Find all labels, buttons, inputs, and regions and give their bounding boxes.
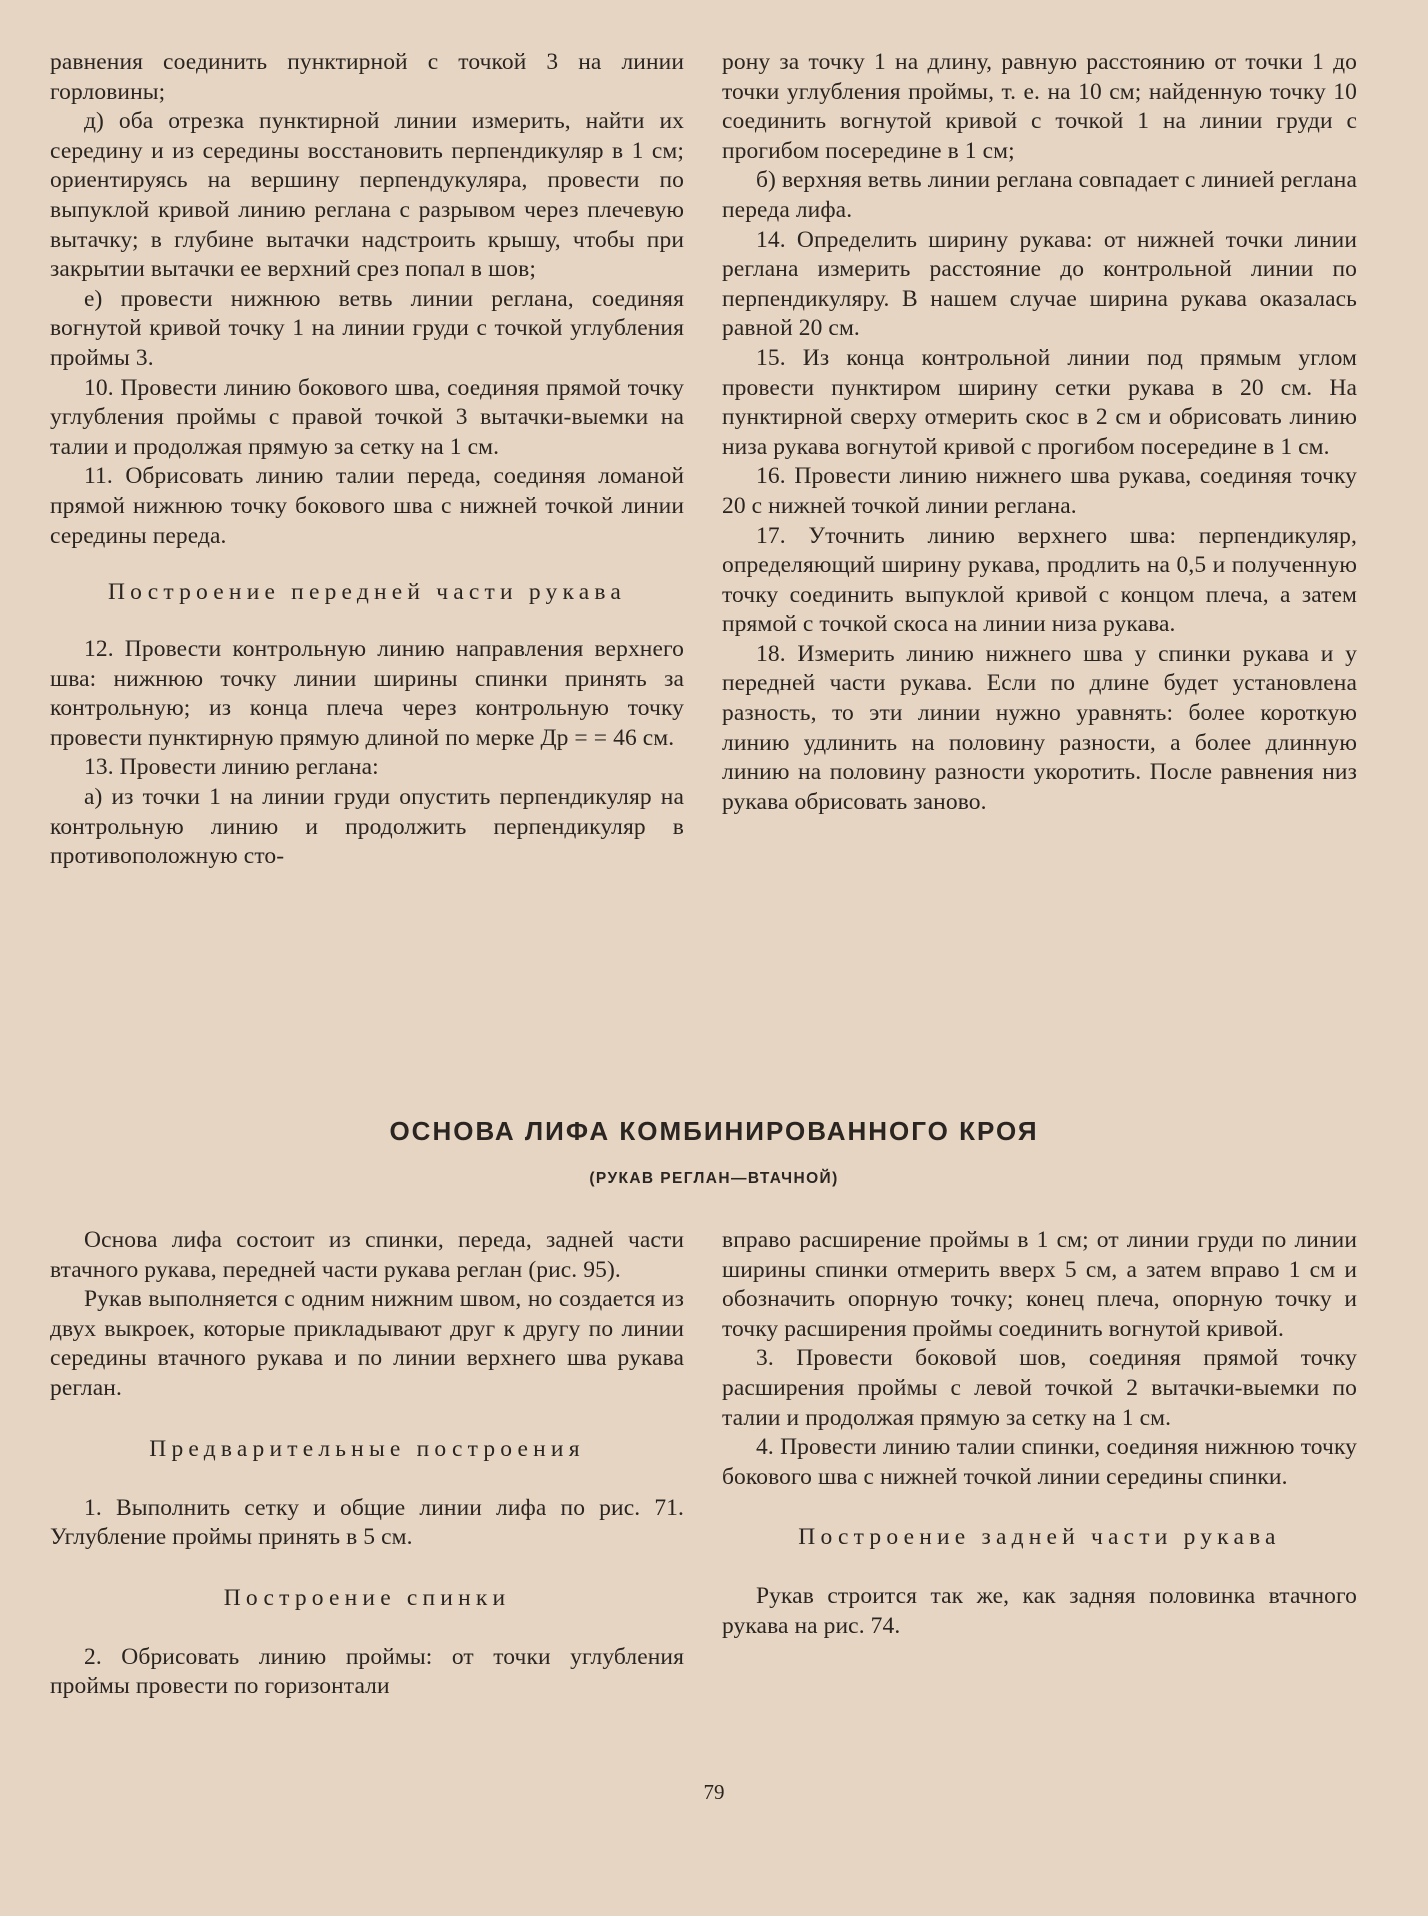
paragraph: Основа лифа состоит из спинки, переда, задней части втачного рукава, передней части рукава реглан (рис. 95). xyxy=(50,1227,684,1283)
paragraph: Рукав выполняется с одним нижним швом, но создается из двух выкроек, которые прикладывают друг к другу по линии середины втачного рукава и по линии верхнего шва рукава реглан. xyxy=(50,1286,684,1401)
subsection-heading: Построение спинки xyxy=(223,1584,511,1611)
column-bottom-right xyxy=(722,1226,1357,1642)
column-top-left xyxy=(50,48,684,872)
subsection-heading: Построение передней части рукава xyxy=(108,579,626,606)
paragraph: а) из точки 1 на линии груди опустить перпендикуляр на контрольную линию и продолжить перпендикуляр в противоположную сто- xyxy=(50,784,684,870)
paragraph: д) оба отрезка пунктирной линии измерить, найти их середину и из середины восстановить перпендикуляр в 1 см; ориентируясь на вершину перпендукуляра, провести по выпуклой кривой линию реглана с разрывом через плечевую вытачку; в глубине вытачки надстроить крышу, чтобы при закрытии вытачки ее верхний срез попал в шов; xyxy=(50,108,684,283)
paragraph: 1. Выполнить сетку и общие линии лифа по рис. 71. Углубление проймы принять в 5 см. xyxy=(50,1494,684,1551)
paragraph: 15. Из конца контрольной линии под прямым углом провести пунктиром ширину сетки рукава в 20 см. На пунктирной сверху отмерить скос в 2 см и обрисовать линию низа рукава вогнутой кривой с прогибом посередине в 1 см. xyxy=(722,344,1357,460)
paragraph: рону за точку 1 на длину, равную расстоянию от точки 1 до точки углубления проймы, т. е. на 10 см; найденную точку 10 соединить вогнутой кривой с точкой 1 на линии груди с прогибом посередине в 1 см; xyxy=(722,49,1357,164)
paragraph: 3. Провести боковой шов, соединяя прямой точку расширения проймы с левой точкой 2 вытачки-выемки по талии и продолжая прямую за сетку на 1 см. xyxy=(722,1345,1357,1431)
paragraph: 11. Обрисовать линию талии переда, соединяя ломаной прямой нижнюю точку бокового шва с нижней точкой линии середины переда. xyxy=(50,463,684,549)
column-bottom-left xyxy=(50,1226,684,1702)
paragraph: равнения соединить пунктирной с точкой 3 на линии горловины; xyxy=(50,49,684,105)
paragraph: 10. Провести линию бокового шва, соединяя прямой точку углубления проймы с правой точкой 3 вытачки-выемки на талии и продолжая прямую за сетку на 1 см. xyxy=(50,374,684,460)
subsection-heading: Предварительные построения xyxy=(149,1435,585,1462)
paragraph: вправо расширение проймы в 1 см; от линии груди по линии ширины спинки отмерить вверх 5 см, а затем вправо 1 см и обозначить опорную точку; конец плеча, опорную точку и точку расширения проймы соединить вогнутой кривой. xyxy=(722,1227,1357,1342)
section-subtitle: (РУКАВ РЕГЛАН—ВТАЧНОЙ) xyxy=(589,1170,839,1187)
paragraph: 14. Определить ширину рукава: от нижней точки линии реглана измерить расстояние до контрольной линии по перпендикуляру. В нашем случае ширина рукава оказалась равной 20 см. xyxy=(722,226,1357,342)
column-top-right xyxy=(722,48,1357,817)
page-number: 79 xyxy=(703,1780,725,1804)
paragraph: 16. Провести линию нижнего шва рукава, соединяя точку 20 с нижней точкой линии реглана. xyxy=(722,463,1357,519)
paragraph: 13. Провести линию реглана: xyxy=(84,754,379,781)
subsection-heading: Построение задней части рукава xyxy=(798,1524,1281,1551)
paragraph: 12. Провести контрольную линию направления верхнего шва: нижнюю точку линии ширины спинки принять за контрольную; из конца плеча через контрольную точку провести пунктирную прямую длиной по мерке Др = = 46 см. xyxy=(50,636,684,751)
paragraph: б) верхняя ветвь линии реглана совпадает с линией реглана переда лифа. xyxy=(722,167,1357,223)
paragraph: 2. Обрисовать линию проймы: от точки углубления проймы провести по горизонтали xyxy=(50,1643,684,1700)
paragraph: 18. Измерить линию нижнего шва у спинки рукава и у передней части рукава. Если по длине будет установлена разность, то эти линии нужно уравнять: более короткую линию удлинить на половину разности, а более длинную линию на половину разности укоротить. После равнения низ рукава обрисовать заново. xyxy=(722,640,1357,815)
paragraph: 4. Провести линию талии спинки, соединяя нижнюю точку бокового шва с нижней точкой линии середины спинки. xyxy=(722,1434,1357,1490)
paragraph: 17. Уточнить линию верхнего шва: перпендикуляр, определяющий ширину рукава, продлить на 0,5 и полученную точку соединить выпуклой кривой с концом плеча, а затем прямой с точкой скоса на линии низа рукава. xyxy=(722,522,1357,638)
paragraph: е) провести нижнюю ветвь линии реглана, соединяя вогнутой кривой точку 1 на линии груди с точкой углубления проймы 3. xyxy=(50,285,684,371)
section-title: ОСНОВА ЛИФА КОМБИНИРОВАННОГО КРОЯ xyxy=(389,1116,1039,1146)
paragraph: Рукав строится так же, как задняя половинка втачного рукава на рис. 74. xyxy=(722,1583,1357,1639)
